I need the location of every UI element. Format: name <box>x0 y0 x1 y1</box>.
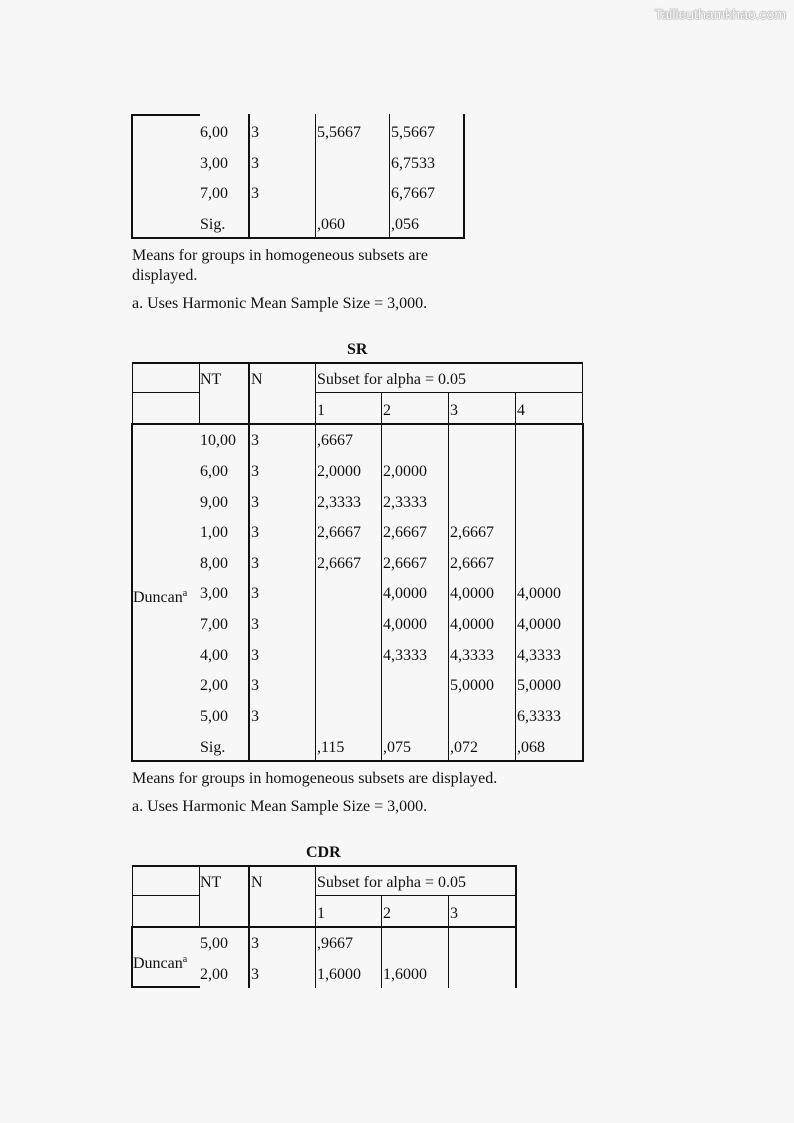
table-cell: Sig. <box>200 739 226 756</box>
table-cell: 3 <box>251 124 259 141</box>
table-cell: 5,0000 <box>517 677 561 694</box>
watermark: Tailieuthamkhao.com <box>654 6 786 22</box>
table-cell: 10,00 <box>200 432 236 449</box>
table-cell: 2,6667 <box>450 555 494 572</box>
table-cell: 2,6667 <box>383 555 427 572</box>
table-cell: 4,3333 <box>450 647 494 664</box>
table-cell: 3,00 <box>200 155 228 172</box>
table-footnote: a. Uses Harmonic Mean Sample Size = 3,000. <box>132 798 428 815</box>
subset-col-2: 2 <box>383 402 391 419</box>
subset-col-4: 4 <box>517 402 525 419</box>
column-header-nt: NT <box>200 371 222 388</box>
column-header-n: N <box>251 371 263 388</box>
table-title: CDR <box>306 844 341 861</box>
table-cell: 4,0000 <box>383 616 427 633</box>
table-cell: 3 <box>251 966 259 983</box>
table-cell: 5,5667 <box>391 124 435 141</box>
table-cell: 4,0000 <box>450 585 494 602</box>
table-cell: ,068 <box>517 739 545 756</box>
table-cell: 4,00 <box>200 647 228 664</box>
subset-col-3: 3 <box>450 402 458 419</box>
table-cell: 4,3333 <box>383 647 427 664</box>
table-cell: 3 <box>251 585 259 602</box>
table-cell: 3 <box>251 463 259 480</box>
table-cell: 2,6667 <box>383 524 427 541</box>
table-cell: ,075 <box>383 739 411 756</box>
table-cell: 2,3333 <box>317 494 361 511</box>
table-cell: 3 <box>251 432 259 449</box>
table-cell: 3 <box>251 494 259 511</box>
table-cell: 5,00 <box>200 708 228 725</box>
table-cell: 5,00 <box>200 935 228 952</box>
table-cell: 1,6000 <box>383 966 427 983</box>
table-cell: 4,3333 <box>517 647 561 664</box>
table-cell: 2,0000 <box>317 463 361 480</box>
table-cell: 1,6000 <box>317 966 361 983</box>
table-cell: 3 <box>251 935 259 952</box>
subset-col-1: 1 <box>317 905 325 922</box>
table-cell: 6,00 <box>200 463 228 480</box>
table-cell: 3 <box>251 555 259 572</box>
table-cell: 3 <box>251 155 259 172</box>
table-cell: 5,5667 <box>317 124 361 141</box>
table-cell: 2,6667 <box>450 524 494 541</box>
table-cell: ,056 <box>391 216 419 233</box>
table-note-cont: displayed. <box>132 267 198 284</box>
table-cell: 3 <box>251 185 259 202</box>
table-cell: 4,0000 <box>383 585 427 602</box>
table-cell: Sig. <box>200 216 226 233</box>
table-cell: 2,3333 <box>383 494 427 511</box>
table-cell: 4,0000 <box>450 616 494 633</box>
table-cell: 2,00 <box>200 677 228 694</box>
table-cell: 4,0000 <box>517 585 561 602</box>
table-cell: 5,0000 <box>450 677 494 694</box>
table-cell: ,060 <box>317 216 345 233</box>
table-cell: 1,00 <box>200 524 228 541</box>
table-cell: 9,00 <box>200 494 228 511</box>
table-cell: 3 <box>251 616 259 633</box>
table-cell: ,072 <box>450 739 478 756</box>
table-footnote: a. Uses Harmonic Mean Sample Size = 3,000. <box>132 295 428 312</box>
table-cell: 6,00 <box>200 124 228 141</box>
column-header-subset: Subset for alpha = 0.05 <box>317 874 466 891</box>
table-cell: 6,7533 <box>391 155 435 172</box>
table-cell: 6,3333 <box>517 708 561 725</box>
table-cell: 2,6667 <box>317 524 361 541</box>
table-cell: ,115 <box>317 739 345 756</box>
group-label-duncan: Duncan$^a$ <box>133 588 188 606</box>
table-note: Means for groups in homogeneous subsets are displayed. <box>132 770 498 787</box>
table-cell: 3 <box>251 708 259 725</box>
subset-col-2: 2 <box>383 905 391 922</box>
table-cell: 3 <box>251 677 259 694</box>
table-note: Means for groups in homogeneous subsets are <box>132 247 428 264</box>
column-header-n: N <box>251 874 263 891</box>
column-header-subset: Subset for alpha = 0.05 <box>317 371 466 388</box>
subset-col-1: 1 <box>317 402 325 419</box>
table-title: SR <box>347 341 368 358</box>
table-cell: 7,00 <box>200 185 228 202</box>
table-cell: 8,00 <box>200 555 228 572</box>
column-header-nt: NT <box>200 874 222 891</box>
table-cell: 2,0000 <box>383 463 427 480</box>
table-cell: ,9667 <box>317 935 353 952</box>
table-cell: 2,6667 <box>317 555 361 572</box>
table-cell: 3 <box>251 524 259 541</box>
table-cell: 3 <box>251 647 259 664</box>
subset-col-3: 3 <box>450 905 458 922</box>
table-cell: 3,00 <box>200 585 228 602</box>
table-cell: 2,00 <box>200 966 228 983</box>
table-cell: 6,7667 <box>391 185 435 202</box>
table-cell: 4,0000 <box>517 616 561 633</box>
table-cell: 7,00 <box>200 616 228 633</box>
table-cell: ,6667 <box>317 432 353 449</box>
group-label-duncan: Duncan$^a$ <box>133 954 188 972</box>
